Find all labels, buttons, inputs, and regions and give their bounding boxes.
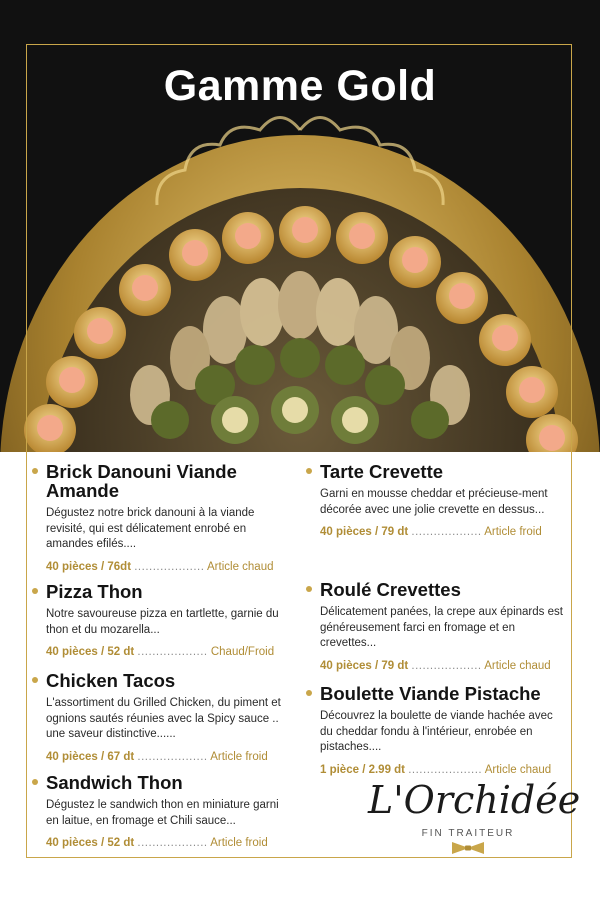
item-description: Notre savoureuse pizza en tartlette, garnie du thon et du mozarella... bbox=[46, 608, 279, 636]
item-quantity-price: 40 pièces / 76dt bbox=[46, 560, 132, 573]
item-name: Brick Danouni Viande Amande bbox=[46, 461, 237, 501]
item-description: L'assortiment du Grilled Chicken, du piment et ognions sautés réunies avec la Spicy sauce .. une saveur distinctive...... bbox=[46, 697, 281, 740]
menu-item bbox=[32, 671, 294, 763]
item-type: Chaud/Froid bbox=[210, 646, 275, 658]
item-price-line bbox=[306, 764, 568, 776]
brand-logo bbox=[368, 778, 581, 855]
menu-item bbox=[306, 462, 568, 538]
bullet-icon bbox=[32, 468, 38, 474]
page-title: Gamme Gold bbox=[163, 62, 437, 110]
item-type: Article froid bbox=[484, 526, 542, 538]
bullet-icon bbox=[32, 588, 38, 594]
item-type: Article chaud bbox=[207, 560, 274, 573]
item-quantity-price: 40 pièces / 67 dt bbox=[46, 750, 135, 763]
bullet-icon bbox=[32, 677, 38, 683]
item-price-line bbox=[306, 526, 568, 538]
item-price-line bbox=[32, 561, 294, 573]
menu-item bbox=[32, 462, 294, 573]
item-name: Sandwich Thon bbox=[46, 772, 183, 793]
item-name: Chicken Tacos bbox=[46, 670, 176, 691]
menu-item bbox=[306, 684, 568, 776]
dot-leader: .................... bbox=[408, 763, 483, 776]
dot-leader: ................... bbox=[134, 560, 205, 573]
item-type: Article froid bbox=[210, 750, 268, 763]
dot-leader: ................... bbox=[137, 750, 208, 763]
item-price-line bbox=[32, 837, 294, 849]
item-quantity-price: 1 pièce / 2.99 dt bbox=[320, 763, 406, 776]
item-quantity-price: 40 pièces / 79 dt bbox=[320, 659, 409, 672]
menu-item bbox=[32, 773, 294, 849]
bow-tie-icon bbox=[451, 841, 485, 855]
dot-leader: ................... bbox=[411, 659, 482, 672]
menu-item bbox=[32, 582, 294, 658]
item-quantity-price: 40 pièces / 79 dt bbox=[320, 526, 409, 538]
item-description: Dégustez notre brick danouni à la viande revisité, qui est délicatement enrobé en amandes efilés.... bbox=[46, 507, 255, 550]
dot-leader: ................... bbox=[137, 646, 208, 658]
dot-leader: ................... bbox=[411, 526, 482, 538]
item-description: Garni en mousse cheddar et précieuse-ment décorée avec une jolie crevette en dessus... bbox=[320, 488, 548, 516]
item-name: Tarte Crevette bbox=[320, 461, 444, 482]
item-name: Roulé Crevettes bbox=[320, 579, 461, 600]
item-type: Article chaud bbox=[484, 659, 551, 672]
item-description: Découvrez la boulette de viande hachée avec du cheddar fondu à l'intérieur, enrobée en pistaches.... bbox=[320, 710, 553, 753]
brand-name: L'Orchidée bbox=[368, 778, 581, 822]
item-description: Délicatement panées, la crepe aux épinards est généreusement farci en fromage et en crevettes... bbox=[320, 606, 563, 649]
item-price-line bbox=[306, 660, 568, 672]
item-quantity-price: 40 pièces / 52 dt bbox=[46, 837, 135, 849]
menu-item bbox=[306, 580, 568, 672]
item-type: Article froid bbox=[210, 837, 268, 849]
bullet-icon bbox=[306, 690, 312, 696]
item-name: Pizza Thon bbox=[46, 581, 143, 602]
item-type: Article chaud bbox=[484, 763, 552, 776]
item-price-line bbox=[32, 646, 294, 658]
item-description: Dégustez le sandwich thon en miniature garni en laitue, en fromage et Chili sauce... bbox=[46, 799, 279, 827]
bullet-icon bbox=[32, 779, 38, 785]
brand-subtitle: FIN TRAITEUR bbox=[421, 828, 515, 839]
item-price-line bbox=[32, 751, 294, 763]
bullet-icon bbox=[306, 586, 312, 592]
item-name: Boulette Viande Pistache bbox=[320, 683, 541, 704]
item-quantity-price: 40 pièces / 52 dt bbox=[46, 646, 135, 658]
dot-leader: ................... bbox=[137, 837, 208, 849]
bullet-icon bbox=[306, 468, 312, 474]
